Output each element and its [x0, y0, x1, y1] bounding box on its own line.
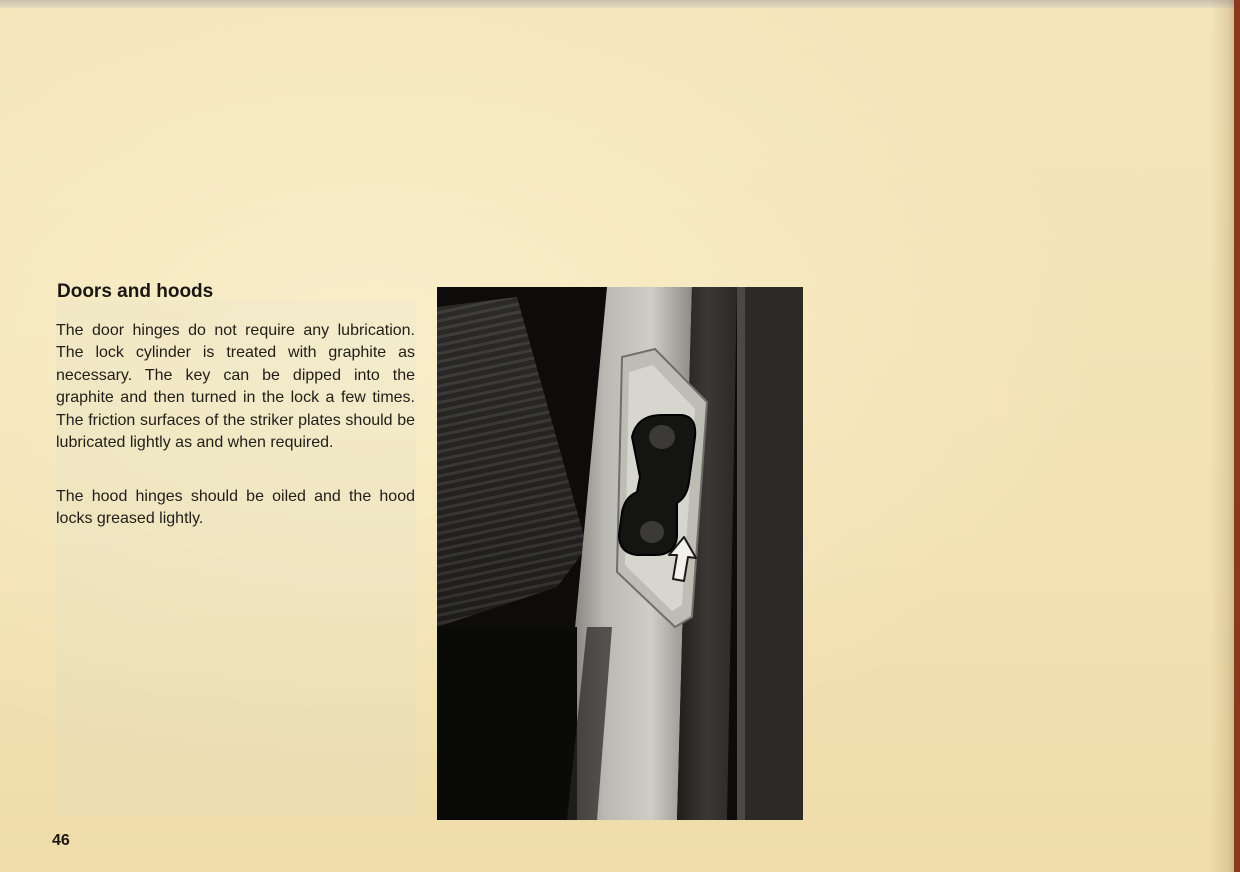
page-edge: [1234, 0, 1240, 872]
door-striker-plate-photo: [437, 287, 803, 820]
paragraph-hood-hinges: The hood hinges should be oiled and the hood locks greased lightly.: [56, 488, 415, 528]
page-number: 46: [52, 832, 70, 849]
page-top-edge: [0, 0, 1240, 8]
section-heading: Doors and hoods: [57, 281, 214, 302]
paragraph-door-hinges: The door hinges do not require any lubrication. The lock cylinder is treated with graphite as necessary. The key can be dipped into the graphite and then turned in the lock a few times. The friction surfaces of the striker plates should be lubricated lightly as and when required.: [56, 322, 415, 452]
